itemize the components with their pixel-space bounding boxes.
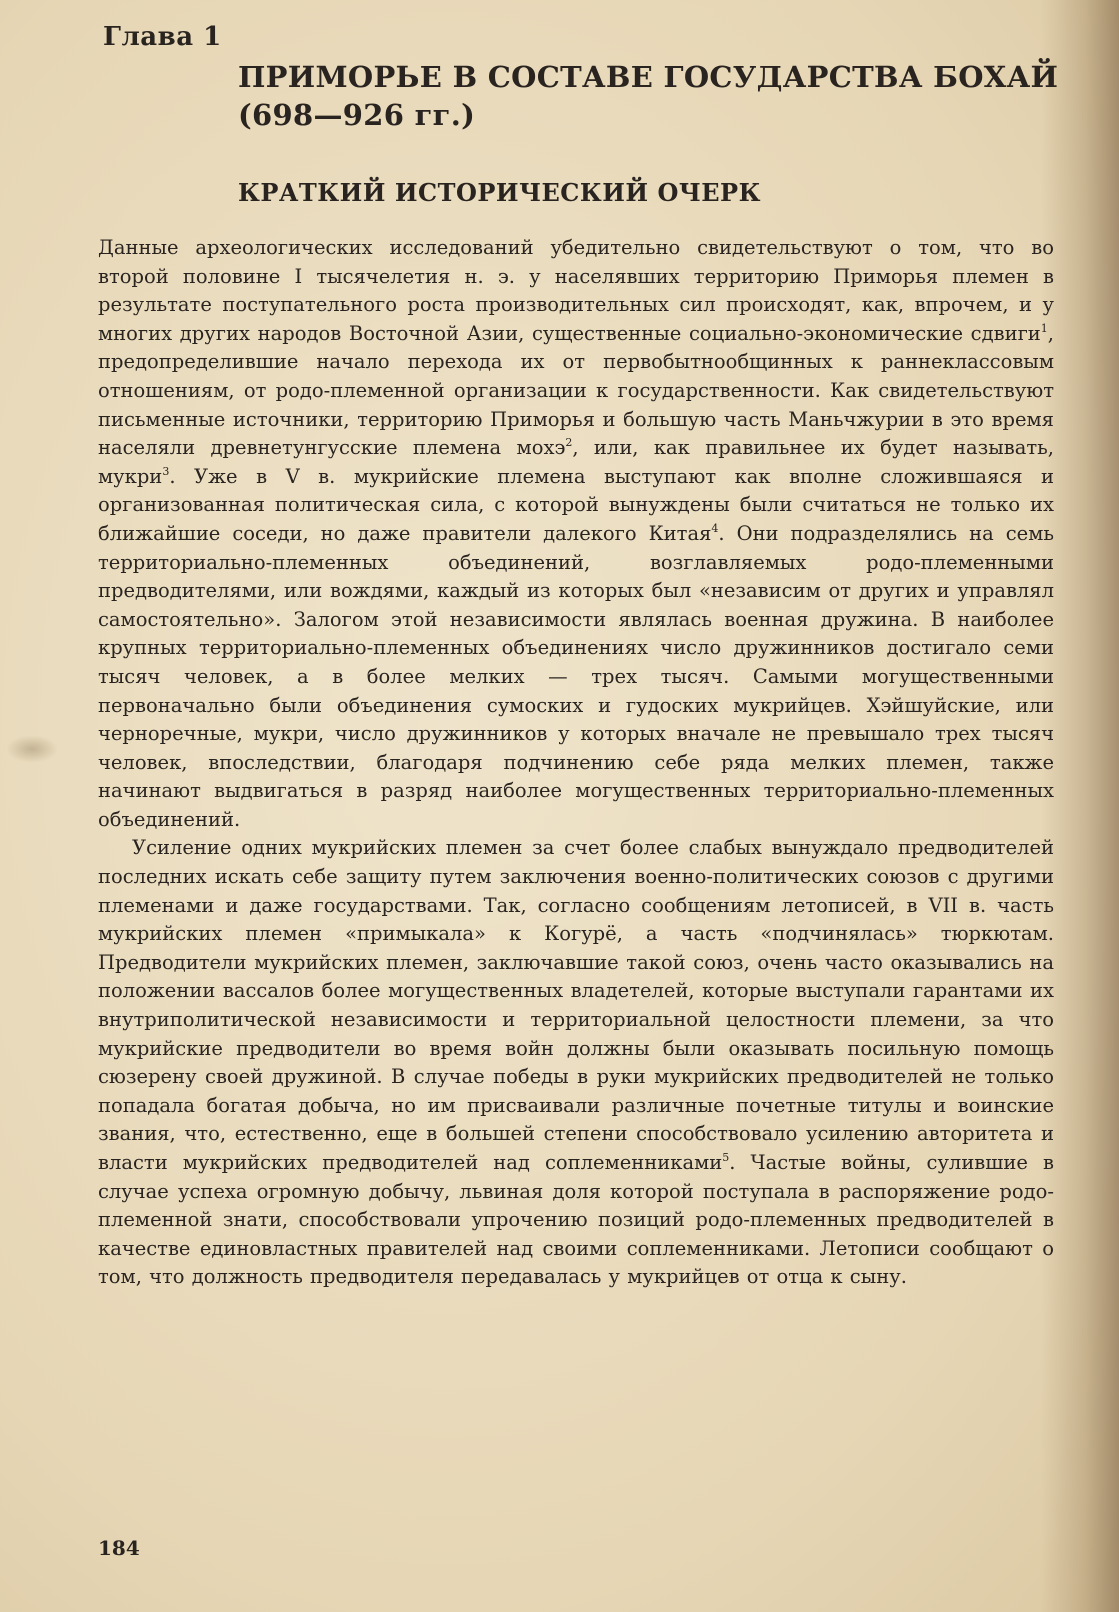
paragraph-text: . Они подразделялись на семь территориально-племенных объединений, возглавляемых родо-племенными предводителями, или вождями, каждый из которых был «независим от других и управлял самостоятельно». Залогом этой независимости являлась военная дружина. В наиболее крупных территориально-племенных объединениях число дружинников достигало семи тысяч человек, а в более мелких — трех тысяч. Самыми могущественными первоначально были объединения сумоских и гудоских мукрийцев. Хэйшуйские, или черноречные, мукри, число дружинников у которых вначале не превышало трех тысяч человек, впоследствии, благодаря подчинению себе ряда мелких племен, также начинают выдвигаться в разряд наиболее могущественных территориально-племенных объединений. xyxy=(98,521,1054,831)
paragraph-2 xyxy=(98,834,1054,1292)
body-text xyxy=(98,234,1054,1292)
footnote-ref: 4 xyxy=(711,521,719,535)
footnote-ref: 3 xyxy=(162,464,170,478)
footnote-ref: 2 xyxy=(565,436,573,450)
paragraph-text: , или, как правильнее их будет называть, мукри xyxy=(98,436,1054,488)
chapter-title-line2: (698—926 гг.) xyxy=(238,98,476,132)
paragraph-text: . Уже в V в. мукрийские племена выступают как вполне сложившаяся и организованная политическая сила, с которой вынуждены были считаться не только их ближайшие соседи, но даже правители далекого Китая xyxy=(98,464,1054,545)
paragraph-1 xyxy=(98,234,1054,834)
chapter-title xyxy=(238,58,1078,134)
paragraph-text: . Частые войны, сулившие в случае успеха огромную добычу, львиная доля которой поступала в распоряжение родо-племенной знати, способствовали упрочению позиций родо-племенных предводителей в качестве единовластных правителей над своими соплеменниками. Летописи сообщают о том, что должность предводителя передавалась у мукрийцев от отца к сыну. xyxy=(98,1151,1054,1289)
paragraph-text: , предопределившие начало перехода их от первобытнообщинных к раннеклассовым отношениям, от родо-племенной организации к государственности. Как свидетельствуют письменные источники, территорию Приморья и большую часть Маньчжурии в это время населяли древнетунгусские племена мохэ xyxy=(98,321,1054,460)
paper-stain xyxy=(6,735,58,763)
paragraph-text: Усиление одних мукрийских племен за счет более слабых вынуждало предводителей последних искать себе защиту путем заключения военно-политических союзов с другими племенами и даже государствами. Так, согласно сообщениям летописей, в VII в. часть мукрийских племен «примыкала» к Когурё, а часть «подчинялась» тюркютам. Предводители мукрийских племен, заключавшие такой союз, очень часто оказывались на положении вассалов более могущественных владетелей, которые выступали гарантами их внутриполитической независимости и территориальной целостности племени, за что мукрийские предводители во время войн должны были оказывать посильную помощь сюзерену своей дружиной. В случае победы в руки мукрийских предводителей не только попадала богатая добыча, но им присваивали различные почетные титулы и воинские звания, что, естественно, еще в большей степени способствовало усилению авторитета и власти мукрийских предводителей над соплеменниками xyxy=(98,836,1054,1174)
chapter-label: Глава 1 xyxy=(103,22,222,52)
paragraph-text: Данные археологических исследований убедительно свидетельствуют о том, что во второй половине I тысячелетия н. э. у населявших территорию Приморья племен в результате поступательного роста производительных сил происходят, как, впрочем, и у многих других народов Восточной Азии, существенные социально-экономические сдвиги xyxy=(98,236,1054,345)
section-heading: КРАТКИЙ ИСТОРИЧЕСКИЙ ОЧЕРК xyxy=(238,178,761,207)
chapter-title-line1: ПРИМОРЬЕ В СОСТАВЕ ГОСУДАРСТВА БОХАЙ xyxy=(238,60,1059,94)
page-number: 184 xyxy=(98,1536,140,1560)
footnote-ref: 1 xyxy=(1040,321,1048,335)
footnote-ref: 5 xyxy=(722,1151,730,1164)
